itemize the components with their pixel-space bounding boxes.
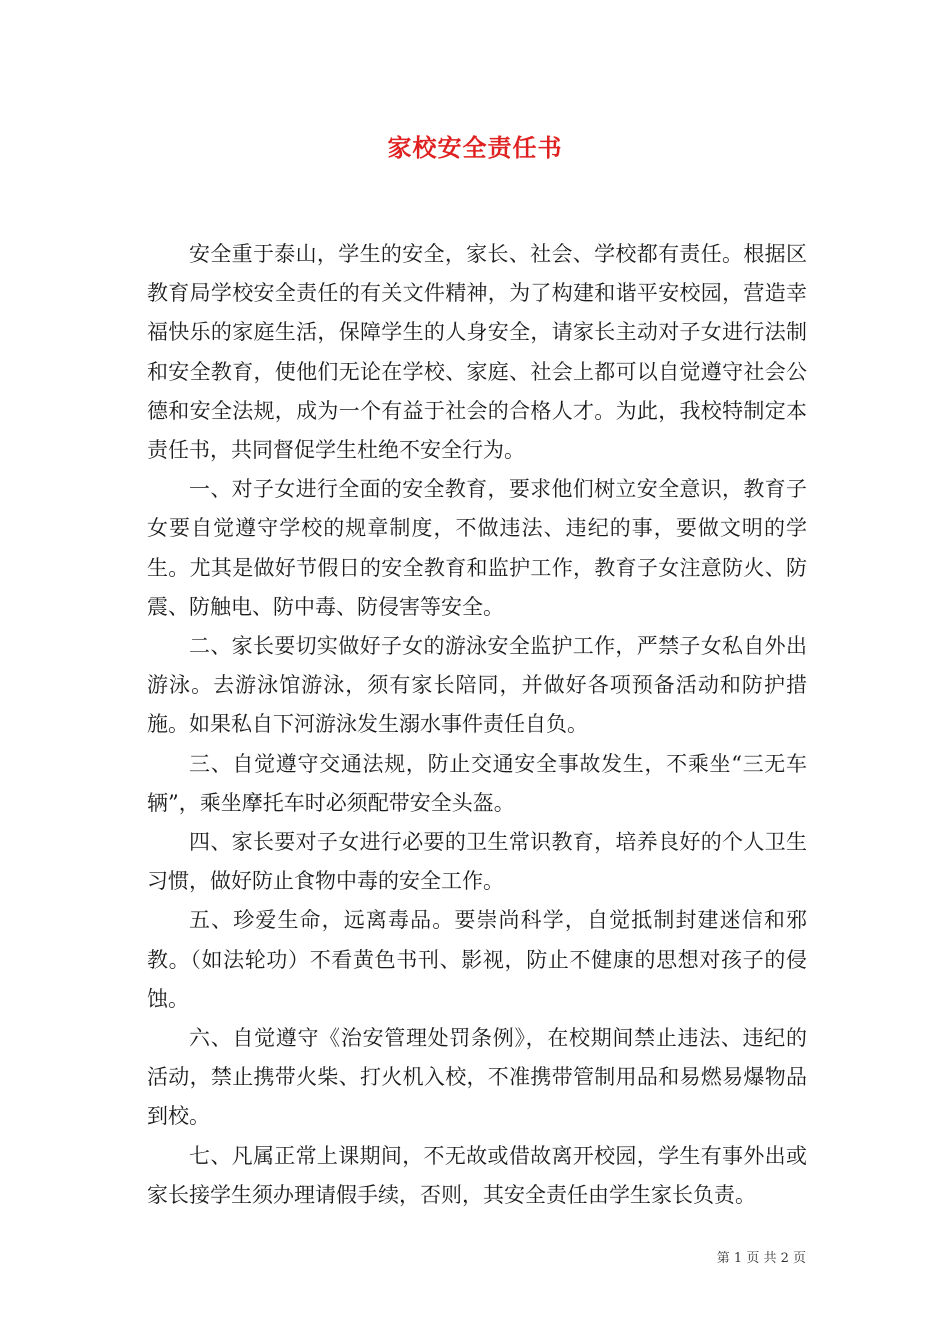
clause-6-paragraph: 六、自觉遵守《治安管理处罚条例》，在校期间禁止违法、违纪的活动，禁止携带火柴、打火机入校，不准携带管制用品和易燃易爆物品到校。 [147,1026,807,1129]
clause-7-paragraph: 七、凡属正常上课期间，不无故或借故离开校园，学生有事外出或家长接学生须办理请假手续，否则，其安全责任由学生家长负责。 [147,1143,807,1207]
document-title: 家校安全责任书 [387,133,563,162]
clause-5-paragraph: 五、珍爱生命，远离毒品。要崇尚科学，自觉抵制封建迷信和邪教。（如法轮功）不看黄色书刊、影视，防止不健康的思想对孩子的侵蚀。 [147,908,807,1011]
clause-4-paragraph: 四、家长要对子女进行必要的卫生常识教育，培养良好的个人卫生习惯，做好防止食物中毒的安全工作。 [147,830,807,894]
intro-paragraph: 安全重于泰山，学生的安全，家长、社会、学校都有责任。根据区教育局学校安全责任的有关文件精神，为了构建和谐平安校园，营造幸福快乐的家庭生活，保障学生的人身安全，请家长主动对子女进行法制和安全教育，使他们无论在学校、家庭、社会上都可以自觉遵守社会公德和安全法规，成为一个有益于社会的合格人才。为此，我校特制定本责任书，共同督促学生杜绝不安全行为。 [147,242,807,463]
document-body [147,235,807,1215]
clause-3-paragraph: 三、自觉遵守交通法规，防止交通安全事故发生，不乘坐“三无车辆”，乘坐摩托车时必须配带安全头盔。 [147,751,807,815]
clause-2-paragraph: 二、家长要切实做好子女的游泳安全监护工作，严禁子女私自外出游泳。去游泳馆游泳，须有家长陪同，并做好各项预备活动和防护措施。如果私自下河游泳发生溺水事件责任自负。 [147,634,807,737]
clause-1-paragraph: 一、对子女进行全面的安全教育，要求他们树立安全意识，教育子女要自觉遵守学校的规章制度，不做违法、违纪的事，要做文明的学生。尤其是做好节假日的安全教育和监护工作，教育子女注意防火、防震、防触电、防中毒、防侵害等安全。 [147,477,807,619]
page-number: 第 1 页 共 2 页 [716,1251,806,1266]
